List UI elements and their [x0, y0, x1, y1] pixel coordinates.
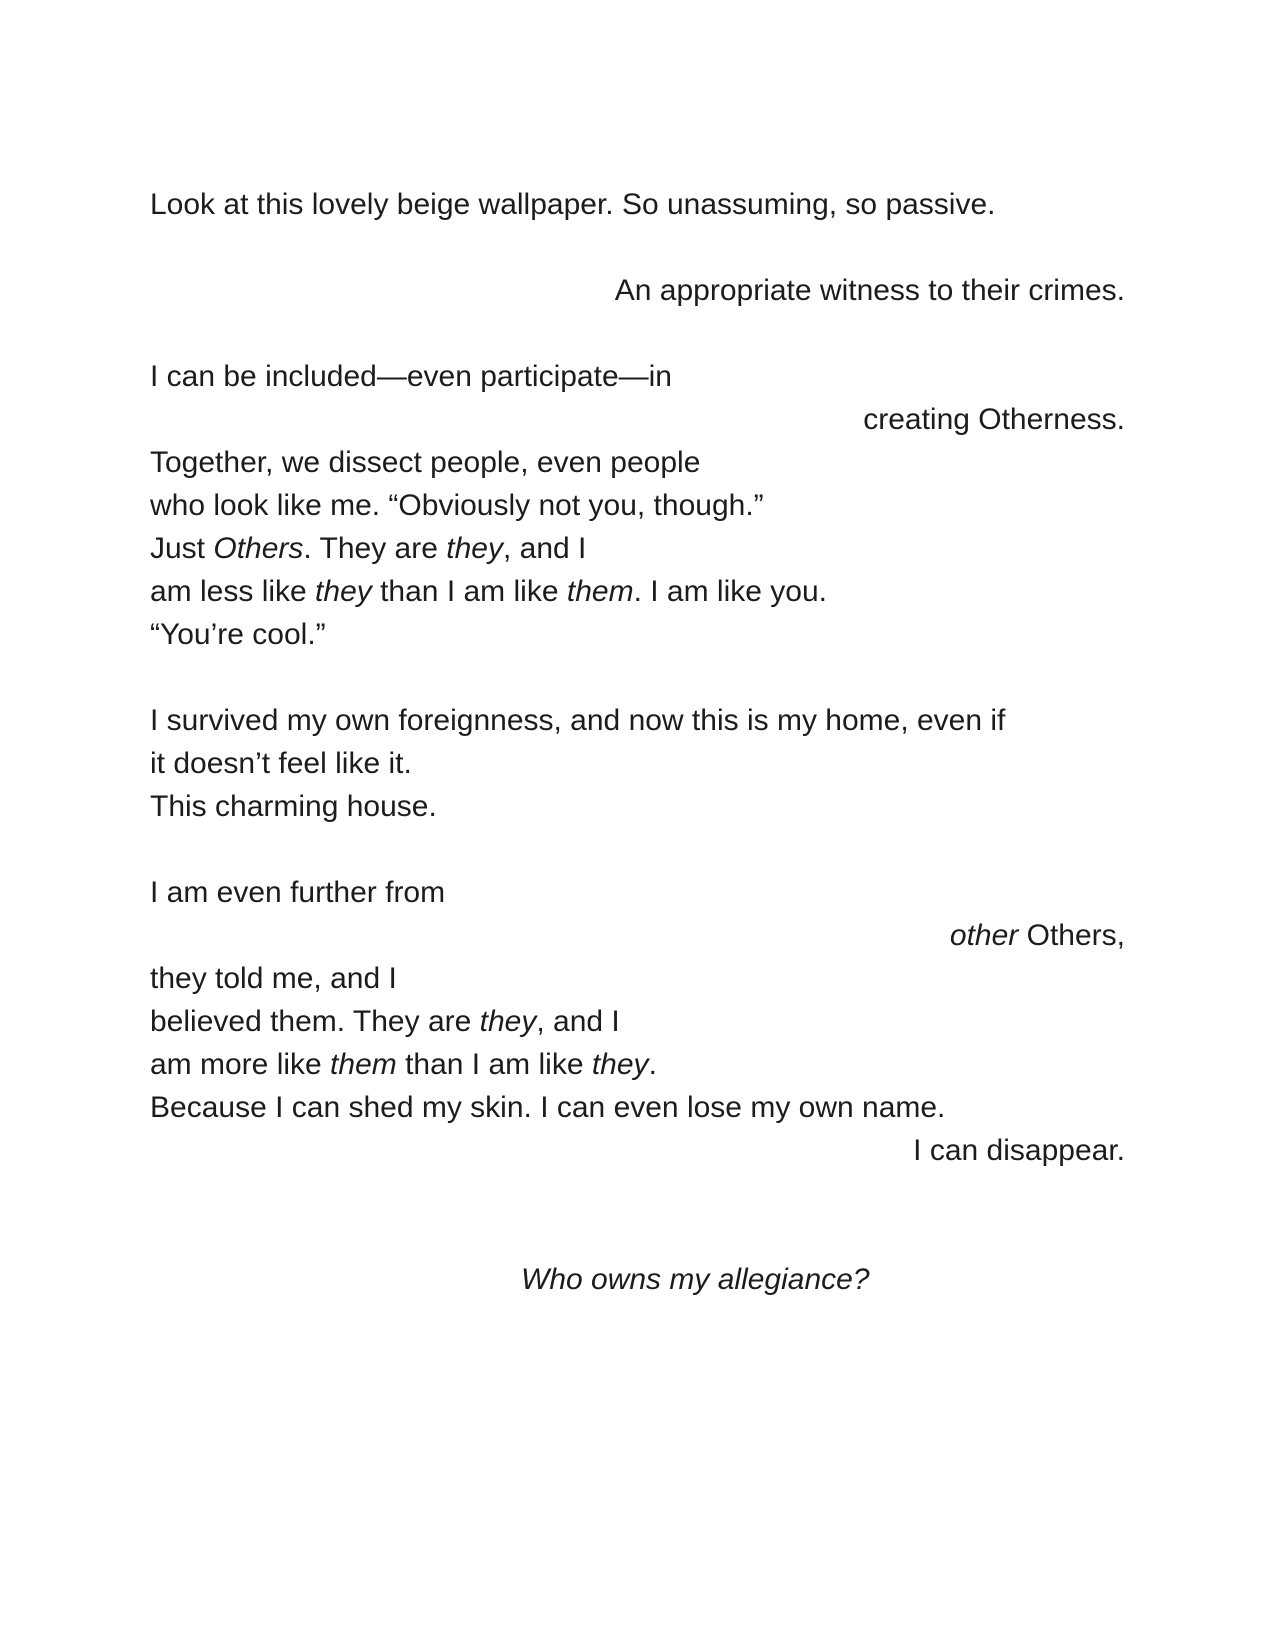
- poem-line: I can be included—even participate—in: [150, 360, 672, 393]
- poem-line: I am even further from: [150, 876, 446, 909]
- poem-line: believed them. They are they, and I: [150, 1005, 620, 1038]
- poem-line: creating Otherness.: [863, 403, 1125, 436]
- italic-word: they: [446, 532, 503, 565]
- poem-line: am more like them than I am like they.: [150, 1048, 657, 1081]
- italic-word: they: [479, 1005, 537, 1038]
- italic-word: they: [591, 1048, 649, 1081]
- poem-line: it doesn’t feel like it.: [150, 747, 412, 780]
- poem-line: An appropriate witness to their crimes.: [614, 274, 1125, 307]
- poem-line: Together, we dissect people, even people: [150, 446, 701, 479]
- poem-line: This charming house.: [150, 790, 437, 823]
- poem-line: who look like me. “Obviously not you, though.”: [150, 489, 764, 522]
- poem-line: I can disappear.: [913, 1134, 1125, 1167]
- italic-word: Others: [213, 532, 304, 565]
- poem-line: Look at this lovely beige wallpaper. So unassuming, so passive.: [150, 188, 996, 221]
- poem-line: Because I can shed my skin. I can even lose my own name.: [150, 1091, 946, 1124]
- italic-word: they: [315, 575, 372, 608]
- italic-word: other: [949, 919, 1019, 952]
- poem-line: am less like they than I am like them. I am like you.: [150, 575, 827, 608]
- poem-line: they told me, and I: [150, 962, 397, 995]
- poem-line: other Others,: [949, 919, 1125, 952]
- poem-line: “You’re cool.”: [150, 618, 326, 651]
- poem-line: I survived my own foreignness, and now this is my home, even if: [150, 704, 1006, 737]
- italic-word: them: [566, 575, 634, 608]
- italic-word: them: [330, 1048, 397, 1081]
- poem-line: Just Others. They are they, and I: [150, 532, 587, 565]
- closing-question: Who owns my allegiance?: [521, 1263, 870, 1296]
